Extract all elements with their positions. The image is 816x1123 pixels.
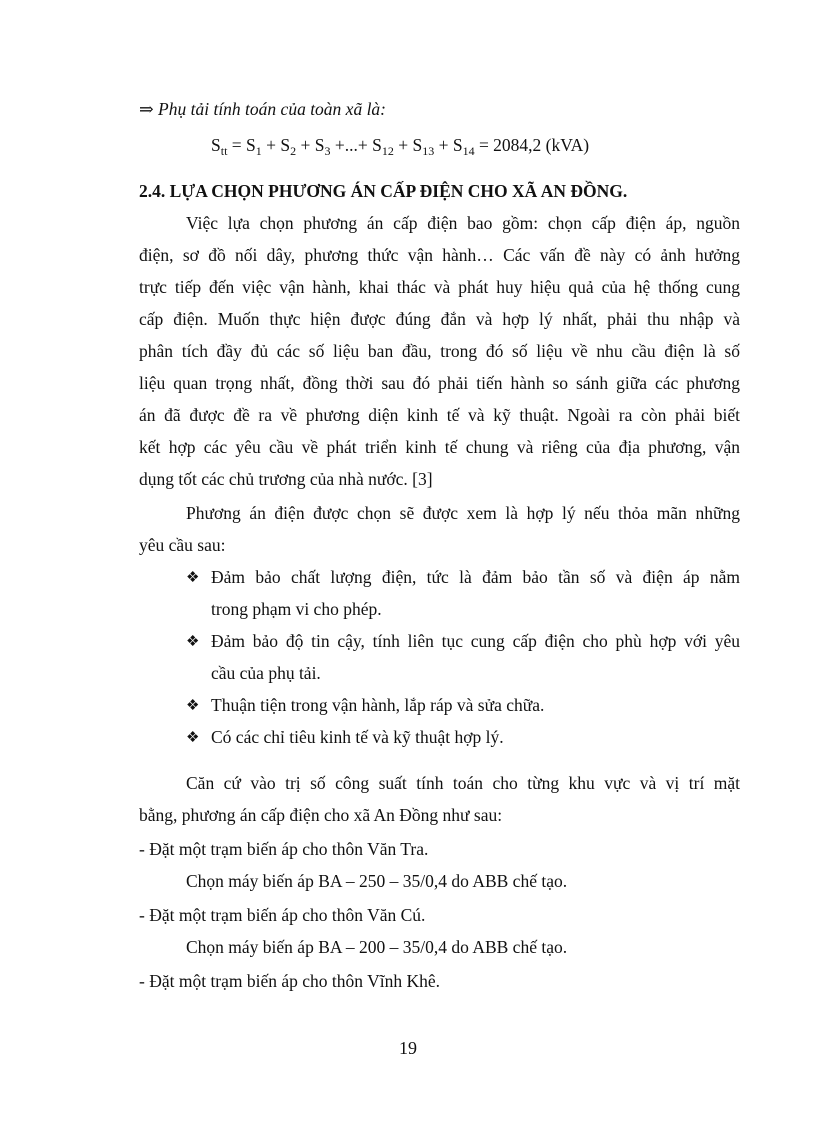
bullet-item-text: Thuận tiện trong vận hành, lắp ráp và sửa chữa. [211, 695, 545, 715]
para1-line: cấp điện. Muốn thực hiện được đúng đắn và hợp lý nhất, phải thu nhập và [139, 309, 740, 329]
para1-line: điện, sơ đồ nối dây, phương thức vận hành… Các vấn đề này có ảnh hưởng [139, 245, 740, 265]
implies-arrow: ⇒ [139, 99, 154, 119]
implication-text: Phụ tải tính toán của toàn xã là: [158, 99, 387, 119]
para1-line: phân tích đầy đủ các số liệu ban đầu, trong đó số liệu về nhu cầu điện là số [139, 341, 740, 361]
para1-line: Việc lựa chọn phương án cấp điện bao gồm: chọn cấp điện áp, nguồn [186, 213, 740, 233]
para1-line: án đã được đề ra về phương diện kinh tế và kỹ thuật. Ngoài ra còn phải biết [139, 405, 740, 425]
diamond-bullet-icon: ❖ [186, 634, 200, 650]
station-item: - Đặt một trạm biến áp cho thôn Văn Cú. [139, 905, 426, 925]
diamond-bullet-icon: ❖ [186, 570, 200, 586]
para3-line: Căn cứ vào trị số công suất tính toán cho từng khu vực và vị trí mặt [186, 773, 740, 793]
bullet-item-text: Đảm bảo chất lượng điện, tức là đảm bảo tần số và điện áp nằm [211, 567, 740, 587]
implication-line [139, 98, 386, 120]
station-item: - Đặt một trạm biến áp cho thôn Vĩnh Khê. [139, 971, 441, 991]
transformer-choice: Chọn máy biến áp BA – 250 – 35/0,4 do ABB chế tạo. [186, 871, 568, 891]
para1-line: dụng tốt các chủ trương của nhà nước. [3] [139, 469, 433, 489]
para1-line: trực tiếp đến việc vận hành, khai thác và phát huy hiệu quả của hệ thống cung [139, 277, 740, 297]
total-load-formula: $S_{tt} = S_1 + S_2 + S_3$ +...+ $S_{12} + S_{13} + S_{14} = 2084,2$ (kVA) [211, 135, 590, 158]
page-number: 19 [399, 1038, 417, 1058]
bullet-item-text: cầu của phụ tải. [211, 663, 321, 683]
para2-line: yêu cầu sau: [139, 535, 226, 555]
transformer-choice: Chọn máy biến áp BA – 200 – 35/0,4 do ABB chế tạo. [186, 937, 568, 957]
bullet-item-text: trong phạm vi cho phép. [211, 599, 382, 619]
bullet-item-text: Đảm bảo độ tin cậy, tính liên tục cung cấp điện cho phù hợp với yêu [211, 631, 740, 651]
bullet-item-text: Có các chỉ tiêu kinh tế và kỹ thuật hợp lý. [211, 727, 504, 747]
para1-line: liệu quan trọng nhất, đồng thời sau đó phải tiến hành so sánh giữa các phương [139, 373, 740, 393]
para2-line: Phương án điện được chọn sẽ được xem là hợp lý nếu thỏa mãn những [186, 503, 740, 523]
para1-line: kết hợp các yêu cầu về phát triển kinh tế chung và riêng của địa phương, vận [139, 437, 740, 457]
para3-line: bằng, phương án cấp điện cho xã An Đồng như sau: [139, 805, 503, 825]
diamond-bullet-icon: ❖ [186, 698, 200, 714]
section-heading: 2.4. LỰA CHỌN PHƯƠNG ÁN CẤP ĐIỆN CHO XÃ AN ĐỒNG. [139, 181, 628, 201]
diamond-bullet-icon: ❖ [186, 730, 200, 746]
station-item: - Đặt một trạm biến áp cho thôn Văn Tra. [139, 839, 429, 859]
